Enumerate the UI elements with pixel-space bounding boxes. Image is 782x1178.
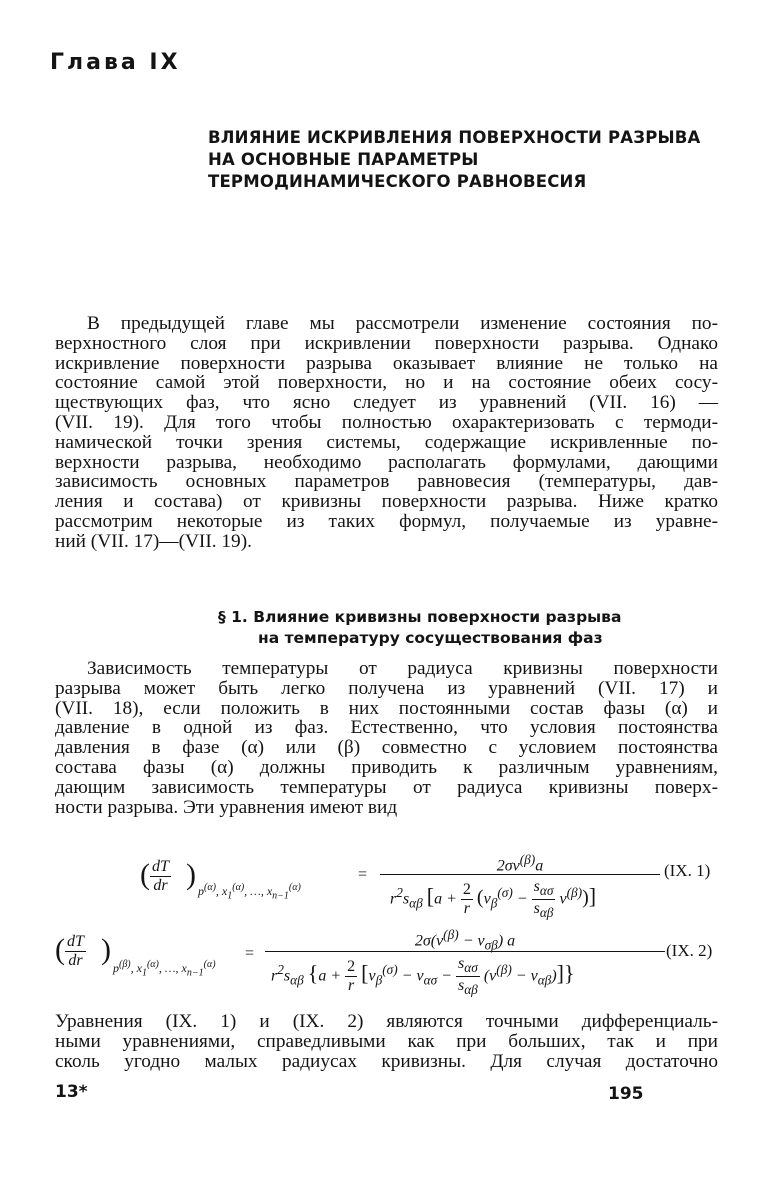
equation-ix-1: ( $\frac{dT}{dr}$ ) $p^{(\alpha)}$, $x_1^{(\alpha)}$, …, $x_{n-1}^{(\alpha)}$ = $2\sigma v^{(\beta)}a$ $r^2s_{\alpha\beta}$ [a + $\frac{2}{r}$ ($v_\beta^{(\sigma)}$ − $\frac{s_{\alpha\sigma}}{s_{\alpha\beta}}$ $v^{(\beta)}$)] (140, 852, 660, 916)
printer-signature: 13* (55, 1082, 88, 1102)
equation-ix-2: ( $\frac{dT}{dr}$ ) $p^{(\beta)}$, $x_1^{(\alpha)}$, …, $x_{n-1}^{(\alpha)}$ = $2\sigma(v^{(\beta)} - v_{\sigma\beta})$ a $r^2s_{\alpha\beta}$ {a + $\frac{2}{r}$ [$v_\beta^{(\sigma)} - v_{\alpha\sigma}$ − $\frac{s_{\alpha\sigma}}{s_{\alpha\beta}}$ $(v^{(\beta)} - v_{\alpha\beta})$]} (55, 927, 655, 997)
equation-label: (IX. 1) (664, 861, 711, 880)
text-line: верхностного слоя при искривлении поверхности разрыва. Однако (55, 332, 718, 354)
chapter-title-line: ТЕРМОДИНАМИЧЕСКОГО РАВНОВЕСИЯ (208, 172, 587, 191)
text-line: давление в одной из фаз. Естественно, что условия постоянства (55, 717, 718, 739)
text-line: (VII. 18), если положить в них постоянными состав фазы (α) и (55, 697, 718, 719)
text-line: намической точки зрения системы, содержащие искривленные по- (55, 431, 718, 453)
intro-paragraph (55, 314, 718, 552)
text-line: ными уравнениями, справедливыми как при больших, так и при (55, 1030, 718, 1052)
text-line: ления и состава) от кривизны поверхности разрыва. Ниже кратко (55, 491, 718, 513)
text-line: ний (VII. 17)—(VII. 19). (55, 530, 252, 552)
chapter-title-line: ВЛИЯНИЕ ИСКРИВЛЕНИЯ ПОВЕРХНОСТИ РАЗРЫВА (208, 128, 701, 147)
section-heading-line: § 1. Влияние кривизны поверхности разрыва (218, 608, 622, 626)
text-line: ности разрыва. Эти уравнения имеют вид (55, 796, 398, 818)
text-line: верхности разрыва, необходимо располагать формулами, дающими (55, 451, 718, 473)
page-number: 195 (608, 1084, 644, 1104)
text-line: Зависимость температуры от радиуса кривизны поверхности (87, 658, 718, 679)
text-line: ществующих фаз, что ясно следует из уравнений (VII. 16) — (55, 392, 718, 414)
chapter-title (208, 127, 768, 193)
section-heading (218, 607, 688, 649)
text-line: дающим зависимость температуры от радиуса кривизны поверх- (55, 776, 718, 798)
text-line: зависимость основных параметров равновесия (температуры, дав- (55, 471, 718, 493)
text-line: состава фазы (α) должны приводить к различным уравнениям, (55, 756, 718, 778)
equation-label: (IX. 2) (666, 941, 713, 960)
closing-paragraph (55, 1012, 718, 1071)
text-line: В предыдущей главе мы рассмотрели изменение состояния по- (87, 313, 718, 334)
text-line: разрыва может быть легко получена из уравнений (VII. 17) и (55, 677, 718, 699)
text-line: состояние самой этой поверхности, но и на состояние обеих сосу- (55, 372, 718, 394)
section-paragraph (55, 659, 718, 817)
text-line: (VII. 19). Для того чтобы полностью охарактеризовать с термоди- (55, 411, 718, 433)
text-line: искривление поверхности разрыва оказывает влияние не только на (55, 352, 718, 374)
text-line: рассмотрим некоторые из таких формул, получаемые из уравне- (55, 510, 718, 532)
chapter-title-line: НА ОСНОВНЫЕ ПАРАМЕТРЫ (208, 150, 479, 169)
chapter-label: Глава IX (50, 50, 181, 75)
section-heading-line: на температуру сосуществования фаз (258, 629, 603, 647)
text-line: давления в фазе (α) или (β) совместно с условием постоянства (55, 737, 718, 759)
text-line: Уравнения (IX. 1) и (IX. 2) являются точными дифференциаль- (55, 1011, 718, 1032)
text-line: сколь угодно малых радиусах кривизны. Для случая достаточно (55, 1050, 718, 1072)
